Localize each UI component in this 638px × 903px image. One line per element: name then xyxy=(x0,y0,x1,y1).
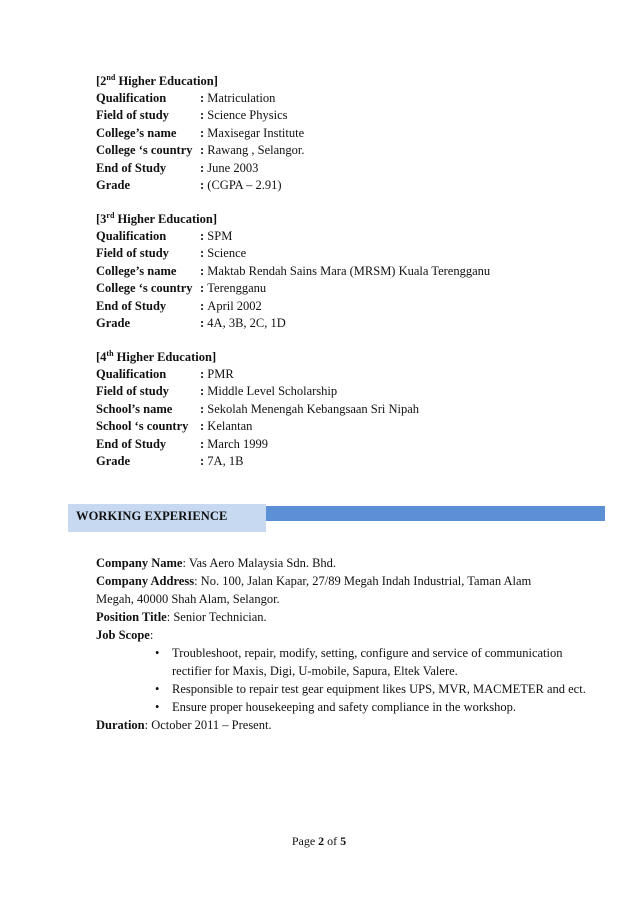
field-label: End of Study xyxy=(96,160,167,175)
field-row xyxy=(96,298,616,315)
education-heading: [4th Higher Education] xyxy=(96,349,217,364)
field-value: : Maxisegar Institute xyxy=(200,125,305,140)
field-label: Qualification xyxy=(96,229,167,243)
field-row xyxy=(96,160,616,177)
field-row xyxy=(96,418,616,435)
field-row xyxy=(96,280,616,297)
education-block-3rd xyxy=(96,210,616,332)
field-value: : Kelantan xyxy=(200,419,253,434)
field-value: : June 2003 xyxy=(200,160,259,175)
field-value: : Terengganu xyxy=(200,281,267,296)
company-address-line-2: Megah, 40000 Shah Alam, Selangor. xyxy=(96,592,280,606)
field-label: Field of study xyxy=(96,108,169,123)
page-footer: Page 2 of 5 xyxy=(291,834,347,848)
field-label: College’s name xyxy=(96,263,177,278)
field-label: Grade xyxy=(96,177,131,192)
field-label: Qualification xyxy=(96,91,167,105)
field-label: Field of study xyxy=(96,384,169,399)
education-block-4th xyxy=(96,348,616,470)
list-item: • Responsible to repair test gear equipment likes UPS, MVR, MACMETER and ect. xyxy=(155,682,586,696)
field-label: College ‘s country xyxy=(96,143,193,158)
field-label: End of Study xyxy=(96,298,167,313)
list-item: • Troubleshoot, repair, modify, setting, configure and service of communication rectifier for Maxis, Digi, U-mobile, Sapura, Eltek Valere. xyxy=(155,646,563,678)
list-item: • Ensure proper housekeeping and safety compliance in the workshop. xyxy=(155,700,516,714)
field-row xyxy=(96,436,616,453)
company-name-line: Company Name: Vas Aero Malaysia Sdn. Bhd. xyxy=(96,556,337,570)
field-value: : March 1999 xyxy=(200,436,269,451)
field-row xyxy=(96,401,616,418)
job-scope-line: Job Scope: xyxy=(96,628,154,642)
job-scope-list xyxy=(96,644,586,716)
education-block-2nd xyxy=(96,72,616,194)
field-row xyxy=(96,142,616,159)
field-value: : Sekolah Menengah Kebangsaan Sri Nipah xyxy=(200,401,420,416)
field-row xyxy=(96,315,616,332)
field-label: School’s name xyxy=(96,401,173,416)
field-value: : Rawang , Selangor. xyxy=(200,143,305,158)
field-row xyxy=(96,263,616,280)
bullet-icon: • xyxy=(155,682,160,696)
field-value: : 4A, 3B, 2C, 1D xyxy=(200,315,286,330)
field-row xyxy=(96,228,616,245)
field-row xyxy=(96,177,616,194)
field-row xyxy=(96,90,616,107)
bullet-icon: • xyxy=(155,700,160,714)
field-value: : Maktab Rendah Sains Mara (MRSM) Kuala Terengganu xyxy=(200,263,491,278)
field-value: : PMR xyxy=(200,367,234,381)
education-heading: [3rd Higher Education] xyxy=(96,211,217,226)
field-label: Qualification xyxy=(96,367,167,381)
field-row xyxy=(96,453,616,470)
duration-line: Duration: October 2011 – Present. xyxy=(96,718,272,732)
section-title: WORKING EXPERIENCE xyxy=(76,509,228,523)
field-row xyxy=(96,125,616,142)
field-row xyxy=(96,107,616,124)
field-label: Field of study xyxy=(96,246,169,261)
field-row xyxy=(96,245,616,262)
education-heading: [2nd Higher Education] xyxy=(96,73,218,88)
field-value: : 7A, 1B xyxy=(200,453,244,468)
work-experience xyxy=(96,554,586,734)
field-value: : April 2002 xyxy=(200,298,262,313)
field-label: Grade xyxy=(96,453,131,468)
field-value: : SPM xyxy=(200,229,233,243)
field-label: Grade xyxy=(96,315,131,330)
field-row xyxy=(96,366,616,383)
field-label: End of Study xyxy=(96,436,167,451)
field-label: School ‘s country xyxy=(96,419,189,434)
field-label: College’s name xyxy=(96,125,177,140)
field-value: : Science xyxy=(200,246,247,261)
field-row xyxy=(96,383,616,400)
field-value: : Middle Level Scholarship xyxy=(200,384,338,399)
field-value: : Matriculation xyxy=(200,91,276,105)
field-label: College ‘s country xyxy=(96,281,193,296)
position-title-line: Position Title: Senior Technician. xyxy=(96,610,267,624)
bullet-icon: • xyxy=(155,646,160,660)
field-value: : Science Physics xyxy=(200,108,288,123)
field-value: : (CGPA – 2.91) xyxy=(200,177,282,192)
company-address-line: Company Address: No. 100, Jalan Kapar, 27/89 Megah Indah Industrial, Taman Alam xyxy=(96,574,532,588)
